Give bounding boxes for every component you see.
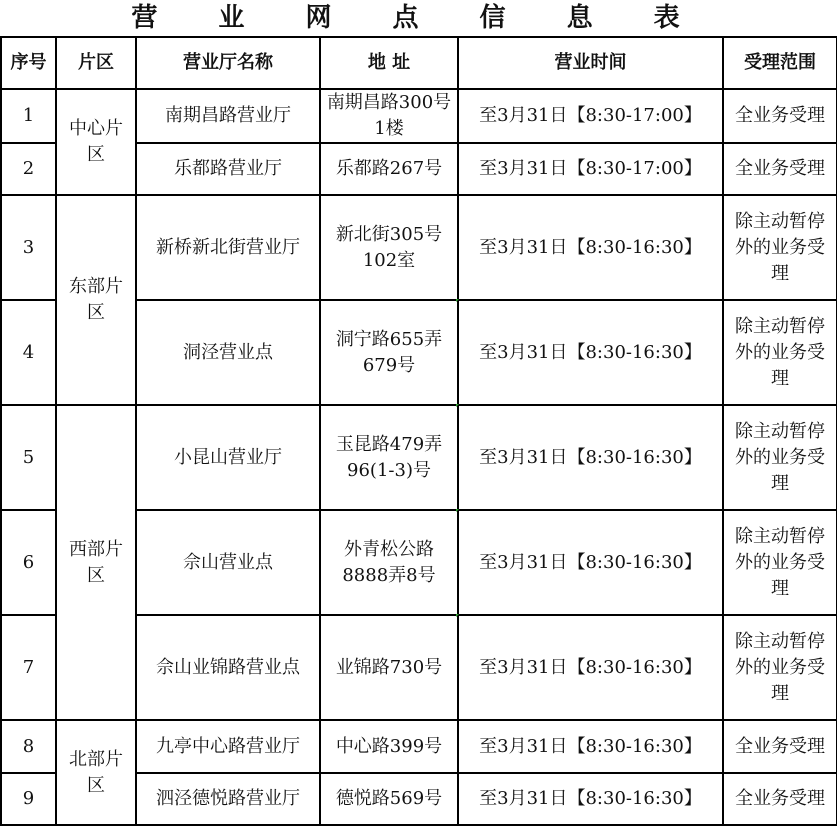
- outlet-name: 佘山营业点: [136, 510, 320, 615]
- outlet-name: 南期昌路营业厅: [136, 89, 320, 143]
- row-no: 9: [1, 773, 56, 825]
- outlet-info-table: [0, 36, 837, 826]
- outlet-hours: 至3月31日【8:30-16:30】: [458, 720, 723, 773]
- district-label: 西部片区: [69, 538, 123, 586]
- outlet-scope: 除主动暂停外的业务受理: [723, 405, 837, 510]
- outlet-hours: 至3月31日【8:30-16:30】: [458, 510, 723, 615]
- outlet-scope: 全业务受理: [723, 720, 837, 773]
- outlet-scope: 全业务受理: [723, 143, 837, 195]
- outlet-hours: 至3月31日【8:30-17:00】: [458, 89, 723, 143]
- outlet-address: 外青松公路8888弄8号: [320, 510, 458, 615]
- row-no: 3: [1, 195, 56, 300]
- outlet-address: 中心路399号: [320, 720, 458, 773]
- header-hours: 营业时间: [458, 37, 723, 89]
- table-row: [1, 89, 837, 143]
- district-cell: [56, 195, 136, 405]
- district-label: 中心片区: [69, 118, 123, 165]
- district-label: 东部片区: [69, 276, 123, 323]
- outlet-scope: 全业务受理: [723, 89, 837, 143]
- district-cell: [56, 405, 136, 720]
- page-title: 营 业 网 点 信 息 表: [131, 3, 706, 33]
- header-name: 营业厅名称: [136, 37, 320, 89]
- cell-comment-marker: [456, 614, 459, 617]
- row-no: 6: [1, 510, 56, 615]
- outlet-hours: 至3月31日【8:30-17:00】: [458, 143, 723, 195]
- row-no: 8: [1, 720, 56, 773]
- district-cell: [56, 720, 136, 825]
- cell-comment-marker: [456, 509, 459, 512]
- table-row: [1, 195, 837, 300]
- table-row: [1, 405, 837, 510]
- cell-comment-marker: [456, 299, 459, 302]
- outlet-hours: 至3月31日【8:30-16:30】: [458, 195, 723, 300]
- outlet-scope: 除主动暂停外的业务受理: [723, 195, 837, 300]
- outlet-hours: 至3月31日【8:30-16:30】: [458, 300, 723, 405]
- outlet-name: 新桥新北街营业厅: [136, 195, 320, 300]
- header-address: 地 址: [320, 37, 458, 89]
- outlet-scope: 除主动暂停外的业务受理: [723, 510, 837, 615]
- row-no: 5: [1, 405, 56, 510]
- outlet-address: 业锦路730号: [320, 615, 458, 720]
- outlet-hours: 至3月31日【8:30-16:30】: [458, 615, 723, 720]
- row-no: 7: [1, 615, 56, 720]
- row-no: 4: [1, 300, 56, 405]
- outlet-address: 玉昆路479弄96(1-3)号: [320, 405, 458, 510]
- outlet-name: 佘山业锦路营业点: [136, 615, 320, 720]
- outlet-scope: 除主动暂停外的业务受理: [723, 300, 837, 405]
- outlet-address: 洞宁路655弄679号: [320, 300, 458, 405]
- outlet-name: 小昆山营业厅: [136, 405, 320, 510]
- outlet-scope: 全业务受理: [723, 773, 837, 825]
- outlet-scope: 除主动暂停外的业务受理: [723, 615, 837, 720]
- outlet-hours: 至3月31日【8:30-16:30】: [458, 773, 723, 825]
- outlet-address: 新北街305号102室: [320, 195, 458, 300]
- outlet-name: 乐都路营业厅: [136, 143, 320, 195]
- header-scope: 受理范围: [723, 37, 837, 89]
- outlet-address: 乐都路267号: [320, 143, 458, 195]
- header-district: 片区: [56, 37, 136, 89]
- outlet-name: 九亭中心路营业厅: [136, 720, 320, 773]
- district-cell: [56, 89, 136, 195]
- header-no: 序号: [1, 37, 56, 89]
- outlet-address: 德悦路569号: [320, 773, 458, 825]
- outlet-name: 泗泾德悦路营业厅: [136, 773, 320, 825]
- table-header-row: [1, 37, 837, 89]
- row-no: 1: [1, 89, 56, 143]
- outlet-address: 南期昌路300号1楼: [320, 89, 458, 143]
- outlet-hours: 至3月31日【8:30-16:30】: [458, 405, 723, 510]
- outlet-name: 洞泾营业点: [136, 300, 320, 405]
- district-label: 北部片区: [69, 748, 123, 796]
- cell-comment-marker: [456, 404, 459, 407]
- table-row: [1, 720, 837, 773]
- row-no: 2: [1, 143, 56, 195]
